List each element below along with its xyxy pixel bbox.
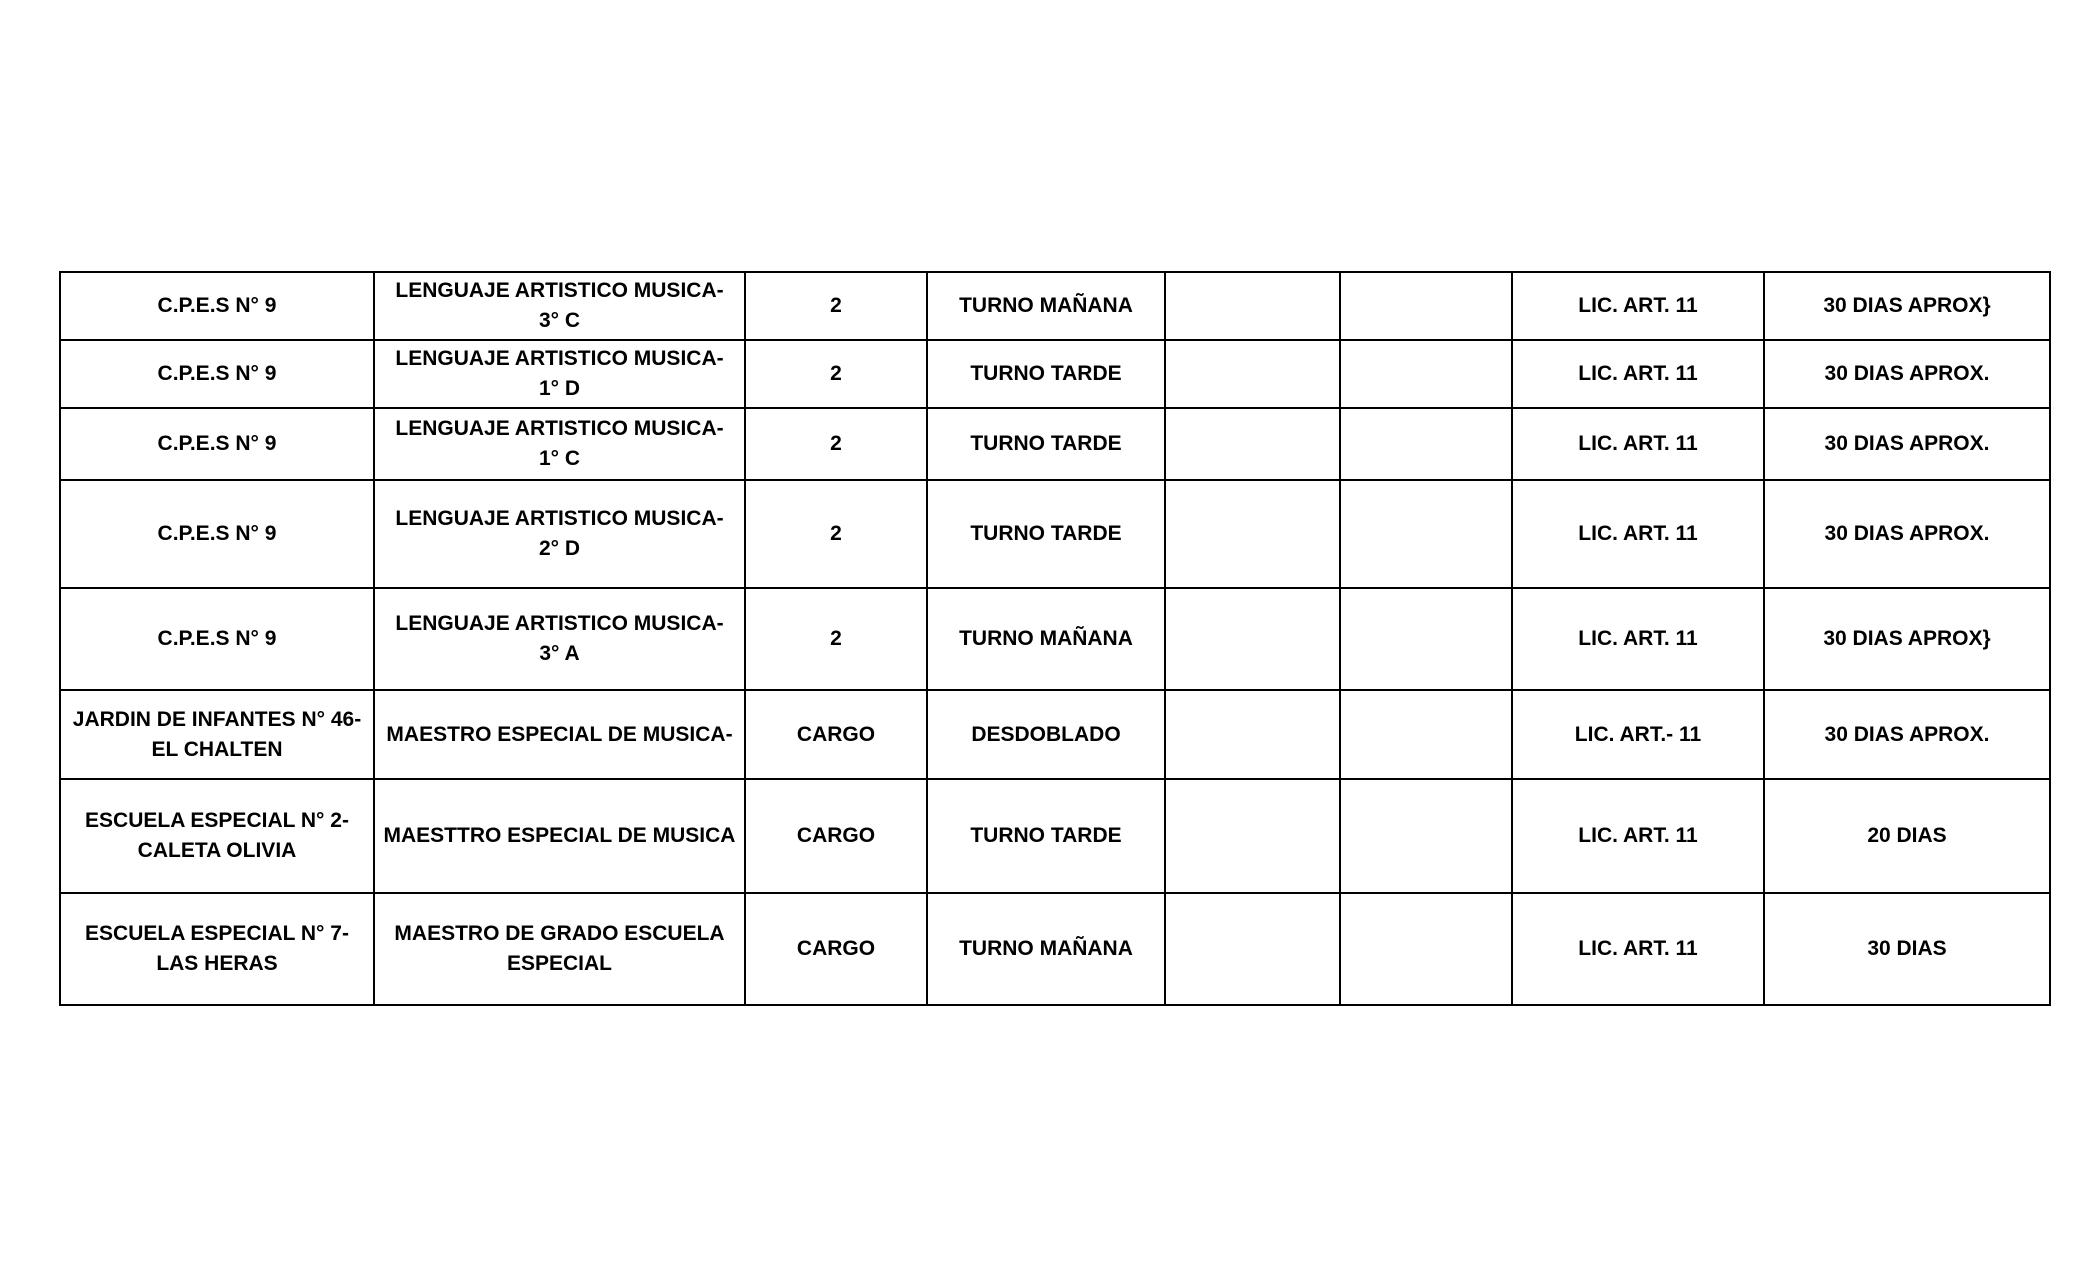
duration-cell: 30 DIAS APROX}: [1764, 588, 2050, 690]
shift-cell: TURNO MAÑANA: [927, 893, 1165, 1005]
empty-cell: [1165, 588, 1340, 690]
empty-cell: [1165, 893, 1340, 1005]
duration-cell: 30 DIAS APROX}: [1764, 272, 2050, 340]
leave-type-cell: LIC. ART. 11: [1512, 779, 1764, 893]
leave-type-cell: LIC. ART. 11: [1512, 893, 1764, 1005]
duration-cell: 20 DIAS: [1764, 779, 2050, 893]
table-row: [60, 480, 2050, 588]
table-row: [60, 690, 2050, 779]
empty-cell: [1340, 272, 1512, 340]
school-cell: ESCUELA ESPECIAL N° 2- CALETA OLIVIA: [60, 779, 374, 893]
subject-cell: LENGUAJE ARTISTICO MUSICA- 1° C: [374, 408, 745, 480]
hours-cell: CARGO: [745, 779, 927, 893]
table-row: [60, 893, 2050, 1005]
shift-cell: TURNO TARDE: [927, 340, 1165, 408]
empty-cell: [1165, 779, 1340, 893]
subject-cell: LENGUAJE ARTISTICO MUSICA- 2° D: [374, 480, 745, 588]
empty-cell: [1340, 690, 1512, 779]
school-cell: ESCUELA ESPECIAL N° 7- LAS HERAS: [60, 893, 374, 1005]
empty-cell: [1340, 340, 1512, 408]
duration-cell: 30 DIAS APROX.: [1764, 480, 2050, 588]
subject-cell: MAESTTRO ESPECIAL DE MUSICA: [374, 779, 745, 893]
vacancy-table: [59, 271, 2051, 1006]
table-row: [60, 340, 2050, 408]
table-row: [60, 408, 2050, 480]
empty-cell: [1165, 480, 1340, 588]
duration-cell: 30 DIAS APROX.: [1764, 408, 2050, 480]
school-cell: C.P.E.S N° 9: [60, 480, 374, 588]
subject-cell: MAESTRO ESPECIAL DE MUSICA-: [374, 690, 745, 779]
duration-cell: 30 DIAS APROX.: [1764, 340, 2050, 408]
leave-type-cell: LIC. ART. 11: [1512, 340, 1764, 408]
hours-cell: 2: [745, 588, 927, 690]
duration-cell: 30 DIAS: [1764, 893, 2050, 1005]
hours-cell: 2: [745, 272, 927, 340]
empty-cell: [1165, 408, 1340, 480]
school-cell: C.P.E.S N° 9: [60, 408, 374, 480]
leave-type-cell: LIC. ART. 11: [1512, 408, 1764, 480]
empty-cell: [1165, 272, 1340, 340]
leave-type-cell: LIC. ART. 11: [1512, 480, 1764, 588]
hours-cell: 2: [745, 480, 927, 588]
empty-cell: [1340, 408, 1512, 480]
subject-cell: LENGUAJE ARTISTICO MUSICA- 3° C: [374, 272, 745, 340]
table-row: [60, 779, 2050, 893]
subject-cell: LENGUAJE ARTISTICO MUSICA- 3° A: [374, 588, 745, 690]
shift-cell: TURNO MAÑANA: [927, 272, 1165, 340]
hours-cell: 2: [745, 408, 927, 480]
school-cell: C.P.E.S N° 9: [60, 340, 374, 408]
leave-type-cell: LIC. ART. 11: [1512, 588, 1764, 690]
hours-cell: CARGO: [745, 690, 927, 779]
leave-type-cell: LIC. ART.- 11: [1512, 690, 1764, 779]
empty-cell: [1340, 588, 1512, 690]
empty-cell: [1340, 480, 1512, 588]
shift-cell: TURNO TARDE: [927, 779, 1165, 893]
shift-cell: TURNO TARDE: [927, 480, 1165, 588]
empty-cell: [1165, 340, 1340, 408]
duration-cell: 30 DIAS APROX.: [1764, 690, 2050, 779]
school-cell: C.P.E.S N° 9: [60, 272, 374, 340]
table-row: [60, 272, 2050, 340]
shift-cell: DESDOBLADO: [927, 690, 1165, 779]
school-cell: C.P.E.S N° 9: [60, 588, 374, 690]
shift-cell: TURNO TARDE: [927, 408, 1165, 480]
empty-cell: [1165, 690, 1340, 779]
shift-cell: TURNO MAÑANA: [927, 588, 1165, 690]
leave-type-cell: LIC. ART. 11: [1512, 272, 1764, 340]
school-cell: JARDIN DE INFANTES N° 46- EL CHALTEN: [60, 690, 374, 779]
empty-cell: [1340, 893, 1512, 1005]
hours-cell: CARGO: [745, 893, 927, 1005]
table-row: [60, 588, 2050, 690]
subject-cell: LENGUAJE ARTISTICO MUSICA- 1° D: [374, 340, 745, 408]
hours-cell: 2: [745, 340, 927, 408]
empty-cell: [1340, 779, 1512, 893]
subject-cell: MAESTRO DE GRADO ESCUELA ESPECIAL: [374, 893, 745, 1005]
